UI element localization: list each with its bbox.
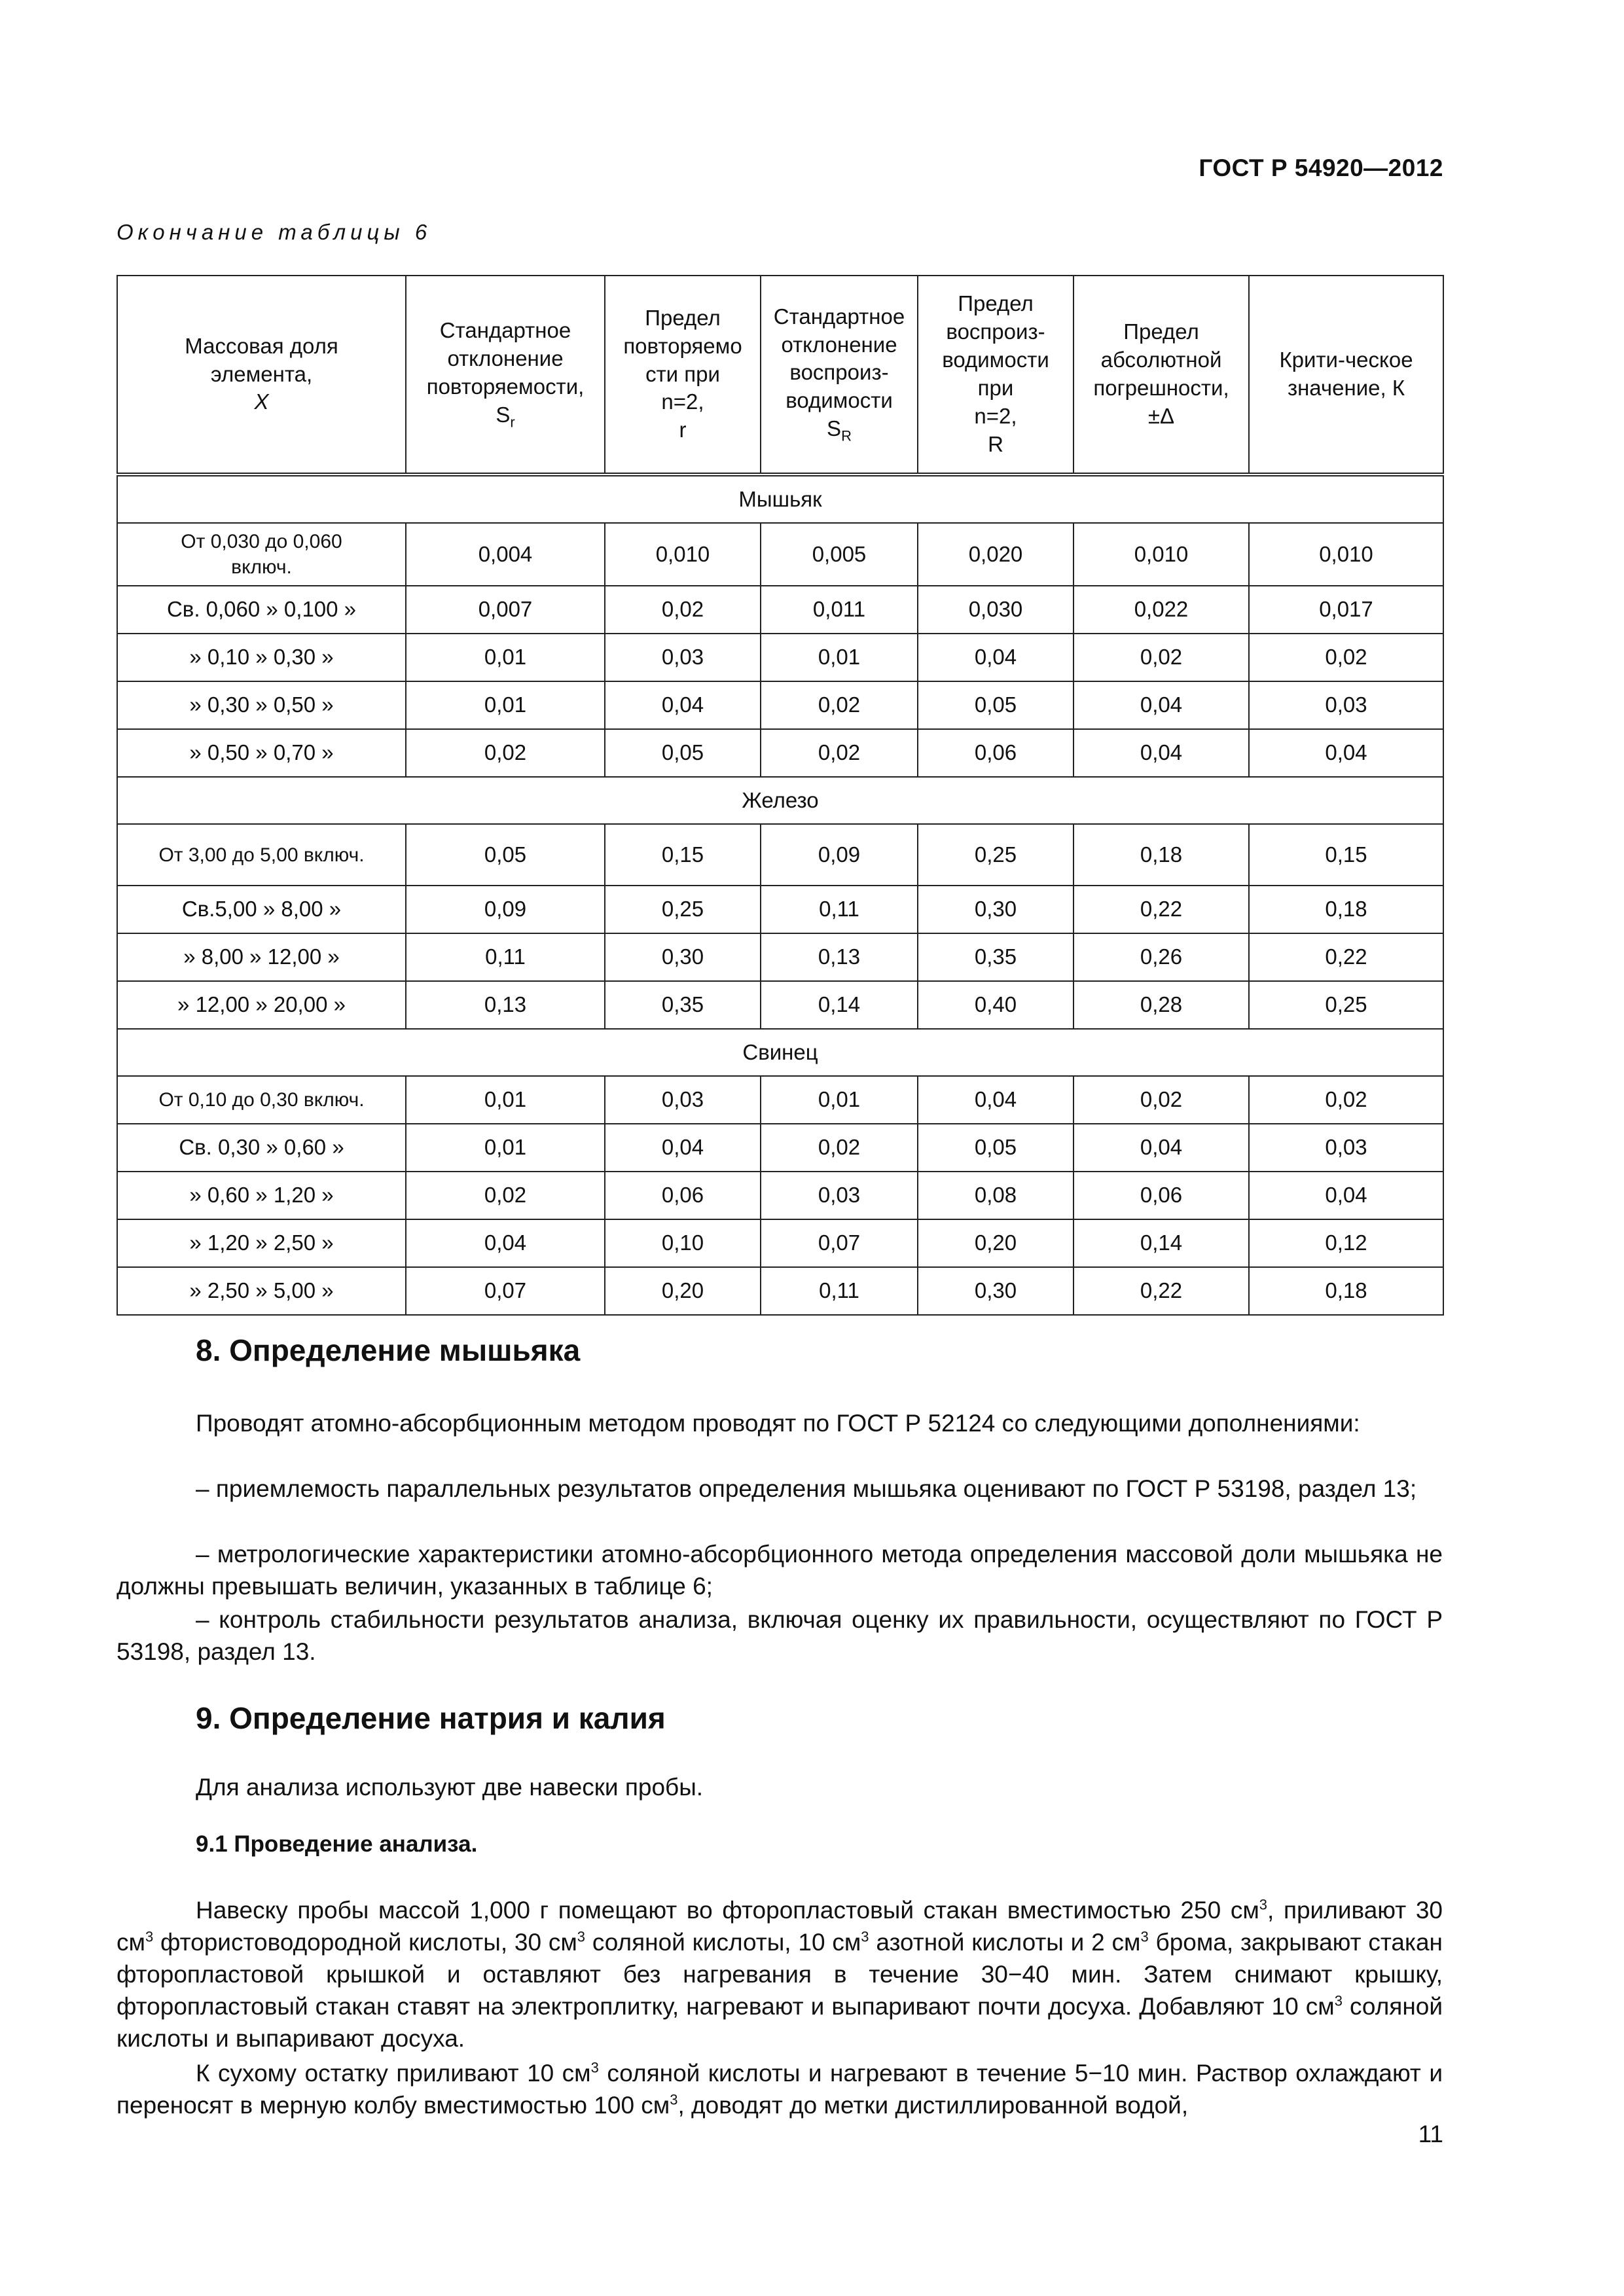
range-cell: » 12,00 » 20,00 » (117, 981, 406, 1029)
value-cell: 0,22 (1074, 1267, 1249, 1315)
value-cell: 0,22 (1249, 933, 1443, 981)
value-cell: 0,09 (406, 886, 605, 933)
value-cell: 0,004 (406, 523, 605, 586)
value-cell: 0,05 (406, 824, 605, 886)
value-cell: 0,10 (605, 1219, 761, 1267)
value-cell: 0,11 (761, 1267, 918, 1315)
value-cell: 0,01 (406, 1124, 605, 1172)
column-header-text: Стандартное отклонение воспроиз- водимости (773, 304, 905, 413)
column-header-text: Массовая доля элемента, (185, 333, 338, 386)
value-cell: 0,04 (605, 1124, 761, 1172)
column-header-4 (761, 276, 918, 475)
column-header-symbol: r (679, 418, 687, 442)
table-row (117, 886, 1443, 933)
value-cell: 0,04 (1249, 729, 1443, 777)
value-cell: 0,007 (406, 586, 605, 634)
column-header-1 (117, 276, 406, 475)
column-header-7 (1249, 276, 1443, 475)
table-section-row (117, 777, 1443, 824)
range-cell: » 0,10 » 0,30 » (117, 634, 406, 681)
table-row (117, 586, 1443, 634)
column-header-6 (1074, 276, 1249, 475)
value-cell: 0,04 (918, 634, 1074, 681)
value-cell: 0,005 (761, 523, 918, 586)
superscript: 3 (670, 2091, 678, 2108)
value-cell: 0,022 (1074, 586, 1249, 634)
value-cell: 0,18 (1249, 886, 1443, 933)
column-header-text: Предел повторяемо сти при n=2, (623, 305, 742, 414)
value-cell: 0,04 (406, 1219, 605, 1267)
value-cell: 0,14 (1074, 1219, 1249, 1267)
column-header-text: Стандартное отклонение повторяемости, (426, 318, 585, 399)
section-8-paragraph-2: – приемлемость параллельных результатов определения мышьяка оценивают по ГОСТ Р 53198, раздел 13; (196, 1475, 1417, 1502)
data-table (117, 275, 1444, 1316)
value-cell: 0,02 (1074, 1076, 1249, 1124)
column-header-symbol: ±Δ (1147, 403, 1175, 428)
value-cell: 0,30 (918, 886, 1074, 933)
column-header-text: Крити-ческое значение, К (1279, 348, 1413, 400)
table-row (117, 1219, 1443, 1267)
value-cell: 0,18 (1249, 1267, 1443, 1315)
range-cell: От 0,030 до 0,060 включ. (117, 523, 406, 586)
value-cell: 0,017 (1249, 586, 1443, 634)
value-cell: 0,25 (1249, 981, 1443, 1029)
value-cell: 0,020 (918, 523, 1074, 586)
value-cell: 0,02 (1249, 1076, 1443, 1124)
value-cell: 0,04 (1074, 681, 1249, 729)
value-cell: 0,25 (605, 886, 761, 933)
table-row (117, 1076, 1443, 1124)
column-header-symbol: X (254, 389, 269, 414)
value-cell: 0,03 (761, 1172, 918, 1219)
value-cell: 0,11 (406, 933, 605, 981)
range-cell: » 1,20 » 2,50 » (117, 1219, 406, 1267)
superscript: 3 (577, 1928, 586, 1945)
range-cell: » 2,50 » 5,00 » (117, 1267, 406, 1315)
superscript: 3 (1334, 1992, 1343, 2009)
range-cell: » 0,30 » 0,50 » (117, 681, 406, 729)
value-cell: 0,07 (761, 1219, 918, 1267)
section-8-title: 8. Определение мышьяка (196, 1333, 581, 1367)
value-cell: 0,04 (1074, 729, 1249, 777)
value-cell: 0,01 (406, 681, 605, 729)
value-cell: 0,03 (605, 1076, 761, 1124)
value-cell: 0,20 (918, 1219, 1074, 1267)
section-9-title: 9. Определение натрия и калия (196, 1701, 666, 1735)
value-cell: 0,07 (406, 1267, 605, 1315)
value-cell: 0,010 (1074, 523, 1249, 586)
value-cell: 0,02 (406, 729, 605, 777)
column-header-text: Предел воспроиз- водимости при n=2, (942, 291, 1049, 428)
value-cell: 0,02 (1074, 634, 1249, 681)
value-cell: 0,03 (1249, 681, 1443, 729)
range-cell: Св.5,00 » 8,00 » (117, 886, 406, 933)
document-code: ГОСТ Р 54920—2012 (1199, 154, 1443, 181)
value-cell: 0,04 (1249, 1172, 1443, 1219)
column-header-5 (918, 276, 1074, 475)
value-cell: 0,06 (1074, 1172, 1249, 1219)
value-cell: 0,02 (406, 1172, 605, 1219)
value-cell: 0,25 (918, 824, 1074, 886)
range-cell: Св. 0,060 » 0,100 » (117, 586, 406, 634)
value-cell: 0,20 (605, 1267, 761, 1315)
section-name: Мышьяк (117, 475, 1443, 523)
value-cell: 0,11 (761, 886, 918, 933)
value-cell: 0,14 (761, 981, 918, 1029)
section-8-paragraph-4: – контроль стабильности результатов анализа, включая оценку их правильности, осуществляют по ГОСТ Р 53198, раздел 13. (117, 1606, 1443, 1665)
table-section-row (117, 1029, 1443, 1076)
table-row (117, 634, 1443, 681)
table-row (117, 824, 1443, 886)
value-cell: 0,05 (605, 729, 761, 777)
value-cell: 0,04 (605, 681, 761, 729)
value-cell: 0,010 (1249, 523, 1443, 586)
value-cell: 0,09 (761, 824, 918, 886)
value-cell: 0,08 (918, 1172, 1074, 1219)
value-cell: 0,35 (605, 981, 761, 1029)
value-cell: 0,12 (1249, 1219, 1443, 1267)
range-cell: От 0,10 до 0,30 включ. (117, 1076, 406, 1124)
section-9-paragraph-3: К сухому остатку приливают 10 $см^3$ соляной кислоты и нагревают в течение 5−10 мин. Раствор охлаждают и переносят в мерную колбу вместимостью 100 $см^3$, доводят до метки дистиллированной водой, (117, 2059, 1443, 2119)
value-cell: 0,15 (605, 824, 761, 886)
column-header-symbol: $S_r$ (496, 402, 515, 431)
value-cell: 0,01 (406, 634, 605, 681)
value-cell: 0,26 (1074, 933, 1249, 981)
section-name: Свинец (117, 1029, 1443, 1076)
value-cell: 0,06 (605, 1172, 761, 1219)
superscript: 3 (590, 2059, 599, 2076)
value-cell: 0,35 (918, 933, 1074, 981)
value-cell: 0,02 (761, 681, 918, 729)
value-cell: 0,06 (918, 729, 1074, 777)
column-header-symbol: R (988, 431, 1003, 456)
column-header-2 (406, 276, 605, 475)
column-header-text: Предел абсолютной погрешности, (1093, 319, 1229, 400)
range-cell: » 8,00 » 12,00 » (117, 933, 406, 981)
table-row (117, 729, 1443, 777)
table-row (117, 1124, 1443, 1172)
table-section-row (117, 475, 1443, 523)
value-cell: 0,40 (918, 981, 1074, 1029)
table-row (117, 523, 1443, 586)
value-cell: 0,28 (1074, 981, 1249, 1029)
table-continuation-label: Окончание таблицы 6 (117, 220, 432, 244)
page-number: 11 (1418, 2121, 1443, 2147)
section-8-paragraph-3: – метрологические характеристики атомно-абсорбционного метода определения массовой доли мышьяка не должны превышать величин, указанных в таблице 6; (117, 1541, 1443, 1600)
value-cell: 0,011 (761, 586, 918, 634)
value-cell: 0,02 (761, 1124, 918, 1172)
value-cell: 0,02 (605, 586, 761, 634)
table-row (117, 1172, 1443, 1219)
section-9-paragraph-2: Навеску пробы массой 1,000 г помещают во фторопластовый стакан вместимостью 250 $см^3$, приливают 30 $см^3$ фтористоводородной кислоты, 30 $см^3$ соляной кислоты, 10 $см^3$ азотной кислоты и 2 $см^3$ брома, закрывают стакан фторопластовой крышкой и оставляют без нагревания в течение 30−40 мин. Затем снимают крышку, фторопластовый стакан ставят на электроплитку, нагревают и выпаривают почти досуха. Добавляют 10 $см^3$ соляной кислоты и выпаривают досуха. (117, 1896, 1443, 2052)
value-cell: 0,02 (761, 729, 918, 777)
value-cell: 0,01 (406, 1076, 605, 1124)
column-header-3 (605, 276, 761, 475)
value-cell: 0,02 (1249, 634, 1443, 681)
column-header-symbol: $S_R$ (827, 416, 852, 444)
range-cell: Св. 0,30 » 0,60 » (117, 1124, 406, 1172)
value-cell: 0,01 (761, 634, 918, 681)
section-name: Железо (117, 777, 1443, 824)
value-cell: 0,030 (918, 586, 1074, 634)
value-cell: 0,30 (605, 933, 761, 981)
value-cell: 0,22 (1074, 886, 1249, 933)
value-cell: 0,03 (605, 634, 761, 681)
superscript: 3 (861, 1928, 869, 1945)
value-cell: 0,18 (1074, 824, 1249, 886)
value-cell: 0,15 (1249, 824, 1443, 886)
value-cell: 0,04 (918, 1076, 1074, 1124)
superscript: 3 (145, 1928, 154, 1945)
value-cell: 0,01 (761, 1076, 918, 1124)
section-8-paragraph-1: Проводят атомно-абсорбционным методом проводят по ГОСТ Р 52124 со следующими дополнениями: (196, 1410, 1360, 1437)
table-row (117, 681, 1443, 729)
section-9-paragraph-1: Для анализа используют две навески пробы. (196, 1774, 704, 1801)
value-cell: 0,05 (918, 1124, 1074, 1172)
table-row (117, 981, 1443, 1029)
value-cell: 0,13 (406, 981, 605, 1029)
value-cell: 0,13 (761, 933, 918, 981)
table-row (117, 933, 1443, 981)
subsection-9-1-title: 9.1 Проведение анализа. (196, 1831, 478, 1857)
range-cell: » 0,60 » 1,20 » (117, 1172, 406, 1219)
superscript: 3 (1259, 1896, 1268, 1913)
table-header-row (117, 276, 1443, 475)
value-cell: 0,05 (918, 681, 1074, 729)
table-row (117, 1267, 1443, 1315)
value-cell: 0,04 (1074, 1124, 1249, 1172)
value-cell: 0,03 (1249, 1124, 1443, 1172)
value-cell: 0,30 (918, 1267, 1074, 1315)
value-cell: 0,010 (605, 523, 761, 586)
range-cell: От 3,00 до 5,00 включ. (117, 824, 406, 886)
range-cell: » 0,50 » 0,70 » (117, 729, 406, 777)
superscript: 3 (1140, 1928, 1149, 1945)
